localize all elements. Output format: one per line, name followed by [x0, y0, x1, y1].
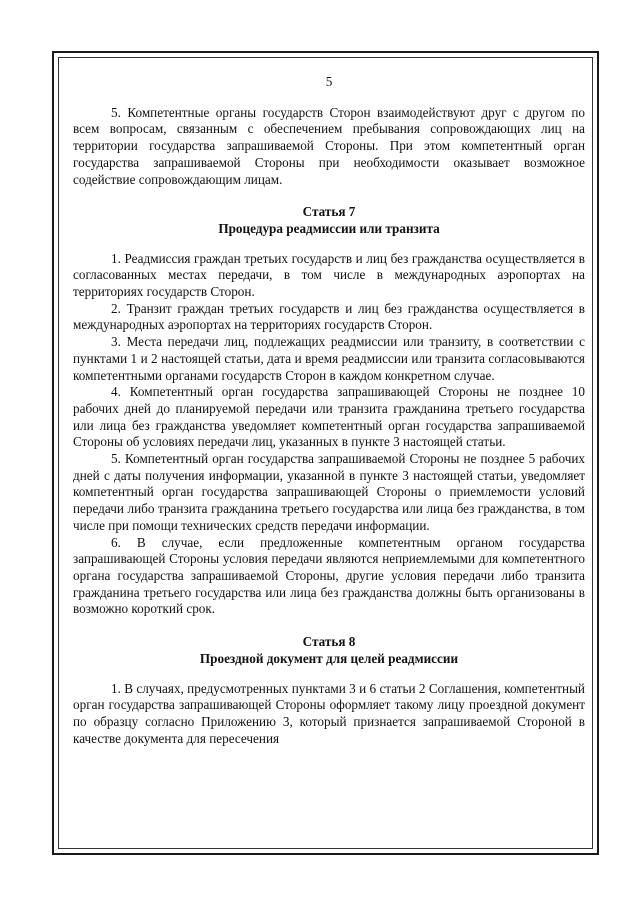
article-8-title: Проездной документ для целей реадмиссии [199, 650, 459, 666]
article-8-paragraph-1: 1. В случаях, предусмотренных пунктами 3 и 6 статьи 2 Соглашения, компетентный орган государства запрашивающей Стороны оформляет такому лицу проездной документ по образцу согласно Приложению 3, который признается запрашиваемой Стороной в качестве документа для пересечения [73, 680, 585, 746]
article-7-paragraph-5: 5. Компетентный орган государства запрашиваемой Стороны не позднее 5 рабочих дней с даты получения информации, указанной в пункте 3 настоящей статьи, уведомляет компетентный орган государства запрашивающей Стороны о приемлемости условий передачи либо транзита гражданина третьего государства или лица без гражданства, в том числе при помощи технических средств передачи информации. [73, 451, 585, 533]
article-7-paragraph-3: 3. Места передачи лиц, подлежащих реадмиссии или транзиту, в соответствии с пунктами 1 и 2 настоящей статьи, дата и время реадмиссии или транзита согласовываются компетентными органами государств Сторон в каждом конкретном случае. [73, 334, 585, 383]
article-7-heading: Статья 7 [302, 204, 356, 220]
article-8-heading: Статья 8 [302, 634, 356, 650]
article-7-paragraph-2: 2. Транзит граждан третьих государств и лиц без гражданства осуществляется в международных аэропортах на территориях государств Сторон. [73, 300, 585, 333]
document-page [73, 74, 585, 747]
paragraph-art6-item5: 5. Компетентные органы государств Сторон взаимодействуют друг с другом по всем вопросам, связанным с обеспечением пребывания сопровождающих лиц на территории государства запрашиваемой Стороны. При этом компетентный орган государства запрашиваемой Стороны при необходимости оказывает возможное содействие сопровождающим лицам. [73, 104, 585, 187]
article-7-paragraph-4: 4. Компетентный орган государства запрашивающей Стороны не позднее 10 рабочих дней до планируемой передачи или транзита гражданина третьего государства или лица без гражданства уведомляет компетентный орган государства запрашиваемой Стороны об условиях передачи лиц, указанных в пункте 3 настоящей статьи. [73, 384, 585, 450]
article-7-paragraph-1: 1. Реадмиссия граждан третьих государств и лиц без гражданства осуществляется в согласованных местах передачи, в том числе в международных аэропортах на территориях государств Сторон. [73, 250, 585, 300]
page-number: 5 [325, 74, 333, 89]
article-7-title: Процедура реадмиссии или транзита [218, 220, 440, 236]
article-7-paragraph-6: 6. В случае, если предложенные компетентным органом государства запрашивающей Стороны условия передачи являются неприемлемыми для компетентного органа государства запрашиваемой Стороны, другие условия передачи либо транзита гражданина третьего государства или лица без гражданства должны быть организованы в возможно короткий срок. [73, 534, 585, 617]
